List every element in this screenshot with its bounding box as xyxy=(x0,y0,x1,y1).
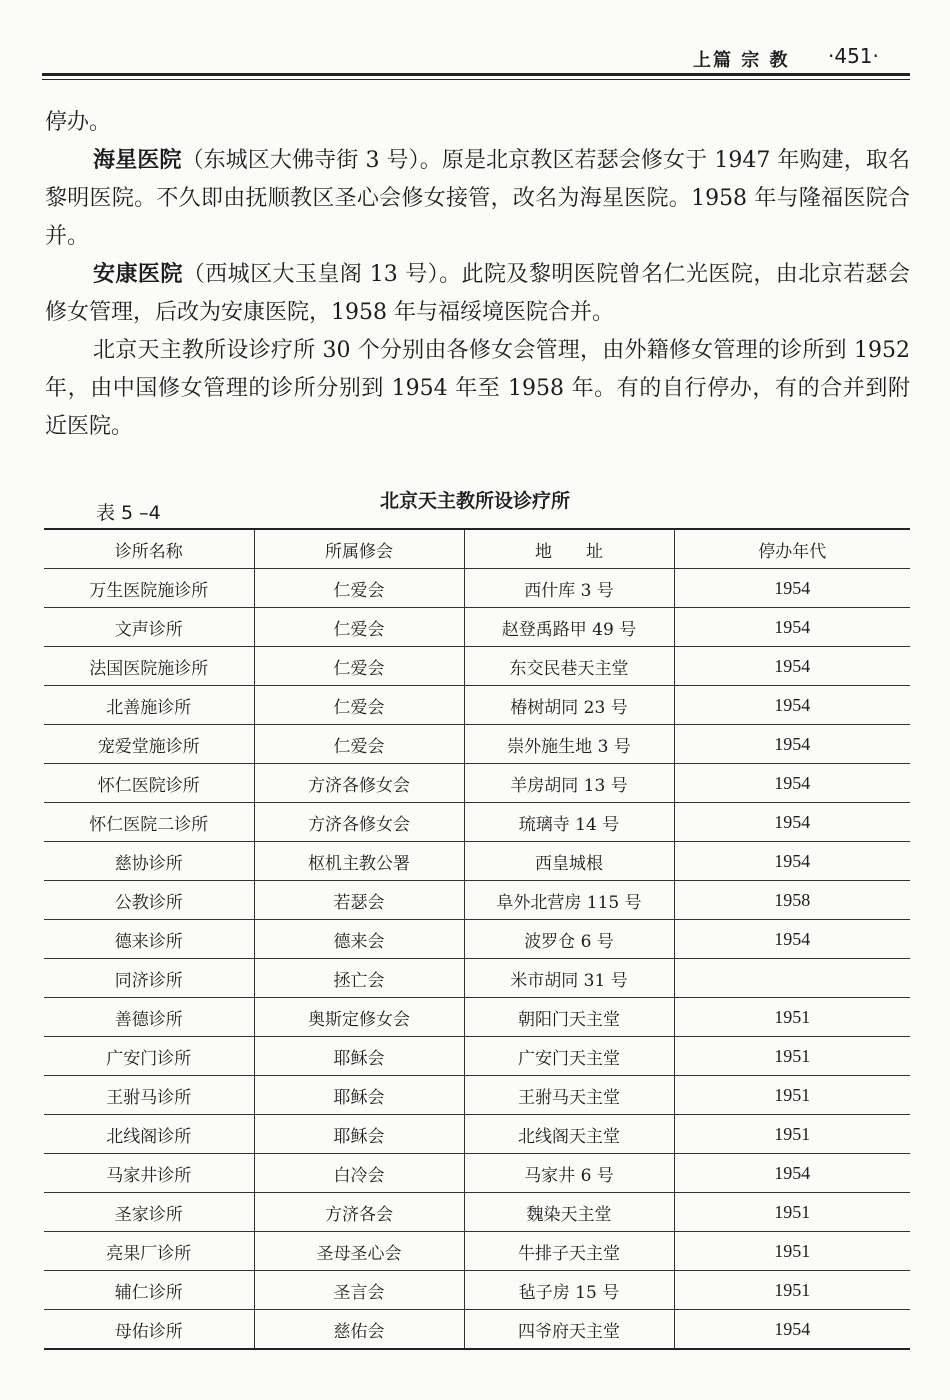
order-cell: 仁爱会 xyxy=(254,686,464,725)
closing-year-cell: 1954 xyxy=(674,608,910,647)
address-cell: 阜外北营房 115 号 xyxy=(464,881,674,920)
closing-year-cell: 1951 xyxy=(674,1193,910,1232)
table-header-cell: 所属修会 xyxy=(254,529,464,569)
paragraph-2 xyxy=(45,142,910,256)
closing-year-cell: 1954 xyxy=(674,1310,910,1350)
closing-year-cell: 1951 xyxy=(674,1232,910,1271)
address-cell: 西什库 3 号 xyxy=(464,569,674,608)
table-row xyxy=(44,1310,910,1350)
table-header-cell: 诊所名称 xyxy=(44,529,254,569)
order-cell: 仁爱会 xyxy=(254,569,464,608)
table-row xyxy=(44,725,910,764)
table-row xyxy=(44,647,910,686)
order-cell: 耶稣会 xyxy=(254,1115,464,1154)
clinic-name-cell: 同济诊所 xyxy=(44,959,254,998)
table-row xyxy=(44,686,910,725)
order-cell: 方济各修女会 xyxy=(254,803,464,842)
address-cell: 朝阳门天主堂 xyxy=(464,998,674,1037)
address-cell: 魏染天主堂 xyxy=(464,1193,674,1232)
table-row xyxy=(44,569,910,608)
table-title: 北京天主教所设诊疗所 xyxy=(379,490,570,512)
table-row xyxy=(44,1154,910,1193)
order-cell: 慈佑会 xyxy=(254,1310,464,1350)
table-row xyxy=(44,1232,910,1271)
address-cell: 马家井 6 号 xyxy=(464,1154,674,1193)
closing-year-cell xyxy=(674,959,910,998)
paragraph-3 xyxy=(45,256,910,332)
order-cell: 拯亡会 xyxy=(254,959,464,998)
address-cell: 椿树胡同 23 号 xyxy=(464,686,674,725)
clinic-name-cell: 怀仁医院二诊所 xyxy=(44,803,254,842)
paragraph-4: 北京天主教所设诊疗所 30 个分别由各修女会管理，由外籍修女管理的诊所到 1952 年，由中国修女管理的诊所分别到 1954 年至 1958 年。有的自行停办，有的合并到附近医院。 xyxy=(45,338,910,439)
clinic-name-cell: 亮果厂诊所 xyxy=(44,1232,254,1271)
table-row xyxy=(44,764,910,803)
clinic-name-cell: 广安门诊所 xyxy=(44,1037,254,1076)
address-cell: 广安门天主堂 xyxy=(464,1037,674,1076)
clinic-name-cell: 怀仁医院诊所 xyxy=(44,764,254,803)
clinic-name-cell: 德来诊所 xyxy=(44,920,254,959)
closing-year-cell: 1954 xyxy=(674,920,910,959)
closing-year-cell: 1954 xyxy=(674,764,910,803)
paragraph-1: 停办。 xyxy=(45,110,112,135)
address-cell: 琉璃寺 14 号 xyxy=(464,803,674,842)
page-number: ·451· xyxy=(828,44,879,68)
order-cell: 若瑟会 xyxy=(254,881,464,920)
order-cell: 圣母圣心会 xyxy=(254,1232,464,1271)
order-cell: 白冷会 xyxy=(254,1154,464,1193)
paragraph-3-text: （西城区大玉皇阁 13 号）。此院及黎明医院曾名仁光医院，由北京若瑟会修女管理，后改为安康医院，1958 年与福绥境医院合并。 xyxy=(45,262,910,325)
closing-year-cell: 1951 xyxy=(674,1076,910,1115)
table-row xyxy=(44,1115,910,1154)
table-row xyxy=(44,881,910,920)
clinic-name-cell: 法国医院施诊所 xyxy=(44,647,254,686)
body-text xyxy=(45,104,910,446)
address-cell: 米市胡同 31 号 xyxy=(464,959,674,998)
address-cell: 崇外施生地 3 号 xyxy=(464,725,674,764)
closing-year-cell: 1954 xyxy=(674,1154,910,1193)
address-cell: 赵登禹路甲 49 号 xyxy=(464,608,674,647)
table-caption xyxy=(0,484,950,524)
address-cell: 牛排子天主堂 xyxy=(464,1232,674,1271)
clinic-name-cell: 母佑诊所 xyxy=(44,1310,254,1350)
closing-year-cell: 1954 xyxy=(674,725,910,764)
clinic-name-cell: 善德诊所 xyxy=(44,998,254,1037)
closing-year-cell: 1954 xyxy=(674,842,910,881)
table-row xyxy=(44,1193,910,1232)
closing-year-cell: 1954 xyxy=(674,647,910,686)
closing-year-cell: 1951 xyxy=(674,1271,910,1310)
table-header-cell: 地 址 xyxy=(464,529,674,569)
order-cell: 仁爱会 xyxy=(254,608,464,647)
header-rule-thick xyxy=(42,73,910,76)
closing-year-cell: 1954 xyxy=(674,569,910,608)
clinic-name-cell: 辅仁诊所 xyxy=(44,1271,254,1310)
address-cell: 王驸马天主堂 xyxy=(464,1076,674,1115)
clinic-name-cell: 慈协诊所 xyxy=(44,842,254,881)
order-cell: 仁爱会 xyxy=(254,647,464,686)
address-cell: 波罗仓 6 号 xyxy=(464,920,674,959)
table-row xyxy=(44,608,910,647)
closing-year-cell: 1954 xyxy=(674,686,910,725)
clinic-name-cell: 文声诊所 xyxy=(44,608,254,647)
paragraph-3-heading: 安康医院 xyxy=(93,262,183,287)
order-cell: 仁爱会 xyxy=(254,725,464,764)
order-cell: 耶稣会 xyxy=(254,1076,464,1115)
order-cell: 方济各修女会 xyxy=(254,764,464,803)
table-header-cell: 停办年代 xyxy=(674,529,910,569)
closing-year-cell: 1958 xyxy=(674,881,910,920)
address-cell: 西皇城根 xyxy=(464,842,674,881)
clinics-table xyxy=(44,528,910,1350)
table-row xyxy=(44,1271,910,1310)
closing-year-cell: 1951 xyxy=(674,998,910,1037)
closing-year-cell: 1951 xyxy=(674,1037,910,1076)
table-number: 表 5 –4 xyxy=(96,502,161,524)
table-row xyxy=(44,1037,910,1076)
table-row xyxy=(44,1076,910,1115)
clinic-name-cell: 公教诊所 xyxy=(44,881,254,920)
order-cell: 耶稣会 xyxy=(254,1037,464,1076)
clinic-name-cell: 北善施诊所 xyxy=(44,686,254,725)
address-cell: 北线阁天主堂 xyxy=(464,1115,674,1154)
table-row xyxy=(44,920,910,959)
clinic-name-cell: 王驸马诊所 xyxy=(44,1076,254,1115)
order-cell: 德来会 xyxy=(254,920,464,959)
clinic-name-cell: 圣家诊所 xyxy=(44,1193,254,1232)
clinic-name-cell: 宠爱堂施诊所 xyxy=(44,725,254,764)
paragraph-2-heading: 海星医院 xyxy=(93,148,182,173)
address-cell: 羊房胡同 13 号 xyxy=(464,764,674,803)
order-cell: 奥斯定修女会 xyxy=(254,998,464,1037)
order-cell: 圣言会 xyxy=(254,1271,464,1310)
table-header-row xyxy=(44,529,910,569)
table-row xyxy=(44,959,910,998)
table-row xyxy=(44,998,910,1037)
paragraph-2-text: （东城区大佛寺街 3 号）。原是北京教区若瑟会修女于 1947 年购建，取名黎明医院。不久即由抚顺教区圣心会修女接管，改名为海星医院。1958 年与隆福医院合并。 xyxy=(45,148,910,249)
clinic-name-cell: 北线阁诊所 xyxy=(44,1115,254,1154)
header-rule-thin xyxy=(42,79,910,80)
closing-year-cell: 1951 xyxy=(674,1115,910,1154)
address-cell: 毡子房 15 号 xyxy=(464,1271,674,1310)
clinic-name-cell: 马家井诊所 xyxy=(44,1154,254,1193)
section-title: 上篇 宗 教 xyxy=(693,50,790,71)
table-row xyxy=(44,803,910,842)
closing-year-cell: 1954 xyxy=(674,803,910,842)
address-cell: 东交民巷天主堂 xyxy=(464,647,674,686)
order-cell: 方济各会 xyxy=(254,1193,464,1232)
table-row xyxy=(44,842,910,881)
address-cell: 四爷府天主堂 xyxy=(464,1310,674,1350)
clinic-name-cell: 万生医院施诊所 xyxy=(44,569,254,608)
order-cell: 枢机主教公署 xyxy=(254,842,464,881)
